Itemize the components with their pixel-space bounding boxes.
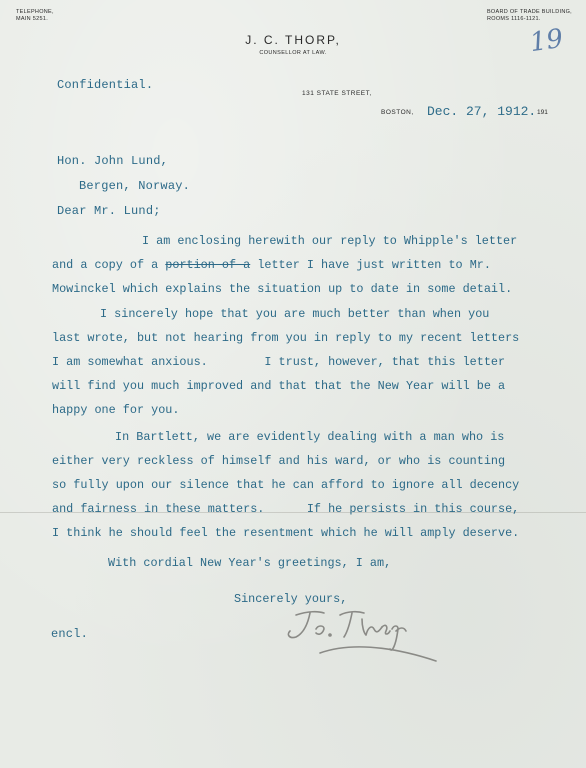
letterhead-building <box>487 9 572 23</box>
telephone-label: TELEPHONE, <box>16 9 54 15</box>
recipient-name: Hon. John Lund, <box>57 154 169 168</box>
building-line1: BOARD OF TRADE BUILDING, <box>486 9 572 15</box>
paragraph1-line2-start: and a copy of a <box>52 258 166 272</box>
paragraph2-line2: last wrote, but not hearing from you in reply to my recent letters <box>52 331 520 345</box>
letterhead-telephone <box>16 9 54 23</box>
paragraph1-line3: Mowinckel which explains the situation up to date in some detail. <box>52 282 513 296</box>
closing-line: Sincerely yours, <box>234 592 348 606</box>
paragraph3-line5: I think he should feel the resentment which he will amply deserve. <box>52 526 520 540</box>
building-line2: ROOMS 1116-1121. <box>486 16 541 22</box>
letterhead-year-prefix: 191 <box>537 109 548 116</box>
letter-date: Dec. 27, 1912. <box>427 104 537 119</box>
paragraph2-line1: I sincerely hope that you are much better than when you <box>100 307 490 321</box>
paragraph2-line5: happy one for you. <box>52 403 180 417</box>
paragraph3-line4: and fairness in these matters. If he persists in this course, <box>52 502 520 516</box>
salutation: Dear Mr. Lund; <box>57 204 161 218</box>
paragraph3-line3: so fully upon our silence that he can afford to ignore all decency <box>52 478 520 492</box>
paragraph3-line1: In Bartlett, we are evidently dealing with a man who is <box>115 430 505 444</box>
letterhead-name: J. C. THORP, <box>245 33 341 47</box>
paragraph1-line2-end: letter I have just written to Mr. <box>250 258 491 272</box>
struck-text: portion of a <box>165 258 251 272</box>
paragraph1-line2 <box>52 258 491 272</box>
recipient-location: Bergen, Norway. <box>79 179 191 193</box>
confidential-label: Confidential. <box>57 78 154 92</box>
paragraph1-line1: I am enclosing herewith our reply to Whipple's letter <box>142 234 518 248</box>
telephone-value: MAIN 5251. <box>16 16 49 22</box>
letterhead-address: 131 STATE STREET, <box>302 90 372 97</box>
greeting-line: With cordial New Year's greetings, I am, <box>108 556 392 570</box>
paragraph2-line3: I am somewhat anxious. I trust, however, that this letter <box>52 355 506 369</box>
letterhead-title: COUNSELLOR AT LAW. <box>259 50 327 56</box>
paragraph2-line4: will find you much improved and that that the New Year will be a <box>52 379 506 393</box>
handwritten-signature <box>278 605 448 670</box>
handwritten-page-number: 19 <box>528 23 566 59</box>
enclosure-note: encl. <box>51 627 89 641</box>
paragraph3-line2: either very reckless of himself and his ward, or who is counting <box>52 454 506 468</box>
letterhead-city: BOSTON, <box>381 109 414 116</box>
